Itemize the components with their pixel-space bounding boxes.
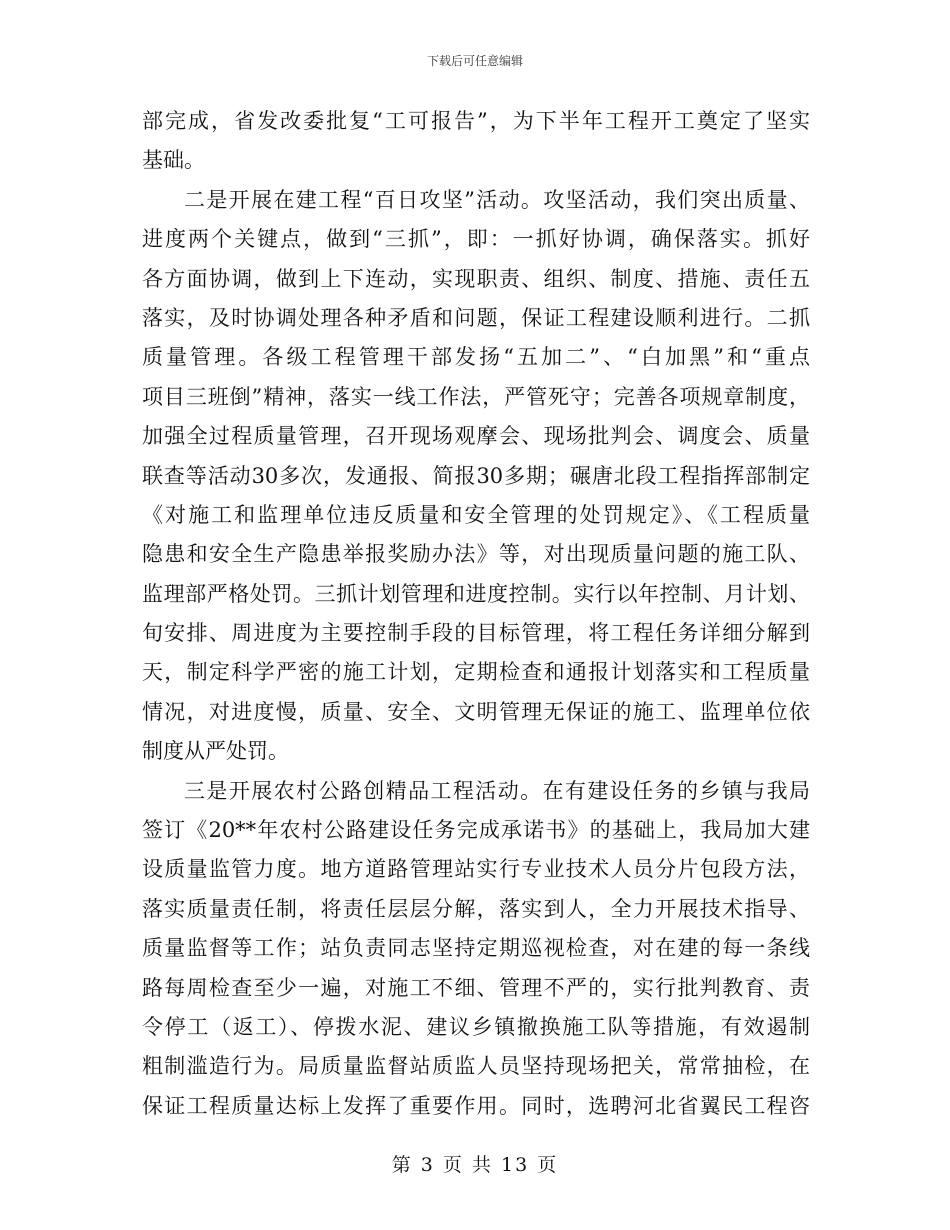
paragraph-line: 质量监督等工作；站负责同志坚持定期巡视检查，对在建的每一条线 [142, 936, 810, 961]
paragraph-line: 加强全过程质量管理，召开现场观摩会、现场批判会、调度会、质量 [142, 424, 810, 449]
paragraph-line: 落实，及时协调处理各种矛盾和问题，保证工程建设顺利进行。二抓 [142, 305, 810, 330]
paragraph-line: 设质量监管力度。地方道路管理站实行专业技术人员分片包段方法， [142, 857, 810, 882]
paragraph-line: 各方面协调，做到上下连动，实现职责、组织、制度、措施、责任五 [142, 266, 810, 291]
paragraph-line: 令停工（返工）、停拨水泥、建议乡镇撤换施工队等措施，有效遏制 [142, 1014, 810, 1039]
paragraph-line: 部完成，省发改委批复“工可报告”，为下半年工程开工奠定了坚实 [142, 109, 810, 133]
paragraph-line: 三是开展农村公路创精品工程活动。在有建设任务的乡镇与我局 [184, 778, 810, 803]
paragraph-line: 隐患和安全生产隐患举报奖励办法》等，对出现质量问题的施工队、 [142, 542, 810, 567]
paragraph-line: 制度从严处罚。 [142, 739, 289, 764]
paragraph-line: 二是开展在建工程“百日攻坚”活动。攻坚活动，我们突出质量、 [184, 187, 810, 212]
paragraph-line: 监理部严格处罚。三抓计划管理和进度控制。实行以年控制、月计划、 [142, 581, 810, 606]
paragraph-line: 《对施工和监理单位违反质量和安全管理的处罚规定》、《工程质量 [142, 502, 810, 527]
paragraph-line: 进度两个关键点，做到“三抓”，即：一抓好协调，确保落实。抓好 [142, 227, 810, 252]
paragraph-line: 天，制定科学严密的施工计划，定期检查和通报计划落实和工程质量 [142, 660, 810, 685]
page-number-footer: 第 3 页 共 13 页 [391, 1154, 559, 1176]
paragraph-line: 基础。 [142, 148, 205, 173]
paragraph-line: 路每周检查至少一遍，对施工不细、管理不严的，实行批判教育、责 [142, 975, 810, 1000]
paragraph-line: 落实质量责任制，将责任层层分解，落实到人，全力开展技术指导、 [142, 896, 810, 921]
paragraph-line: 项目三班倒”精神，落实一线工作法，严管死守；完善各项规章制度， [142, 384, 810, 409]
paragraph-line: 联查等活动30多次，发通报、简报30多期；碾唐北段工程指挥部制定 [142, 463, 810, 488]
paragraph-line: 粗制滥造行为。局质量监督站质监人员坚持现场把关，常常抽检，在 [142, 1054, 810, 1079]
page-header: 下载后可任意编辑 [426, 54, 523, 68]
paragraph-line: 签订《20**年农村公路建设任务完成承诺书》的基础上，我局加大建 [142, 818, 810, 843]
paragraph-line: 质量管理。各级工程管理干部发扬“五加二”、“白加黑”和“重点 [142, 345, 810, 370]
paragraph-line: 旬安排、周进度为主要控制手段的目标管理，将工程任务详细分解到 [142, 621, 810, 646]
paragraph-line: 情况，对进度慢，质量、安全、文明管理无保证的施工、监理单位依 [142, 699, 810, 724]
paragraph-line: 保证工程质量达标上发挥了重要作用。同时，选聘河北省翼民工程咨 [142, 1093, 810, 1118]
document-body [142, 102, 810, 1126]
